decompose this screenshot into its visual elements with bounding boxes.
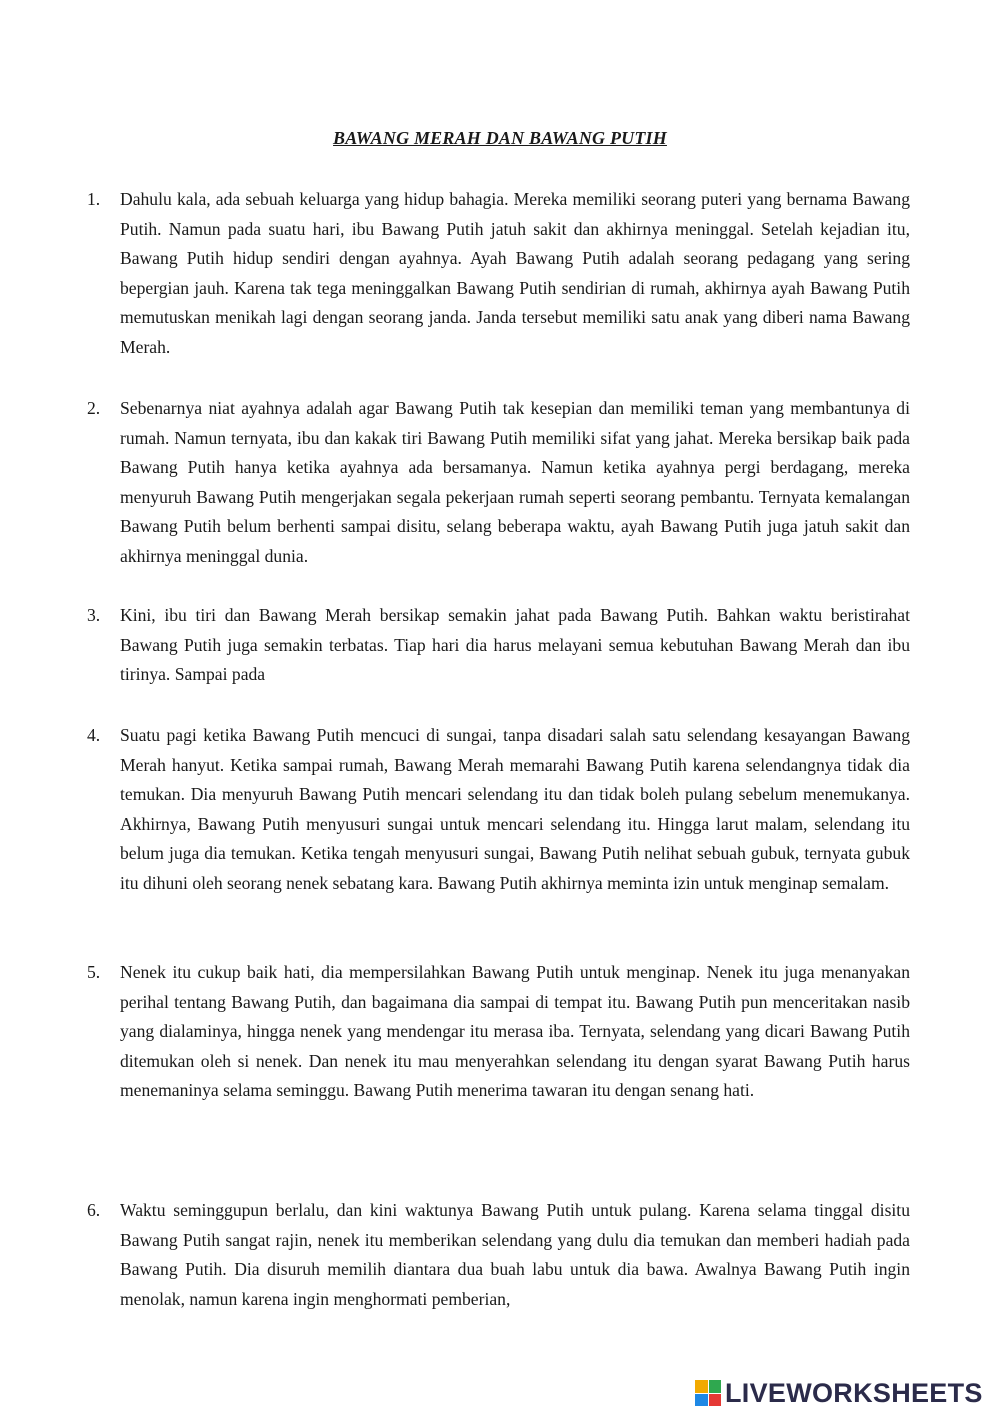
liveworksheets-logo-icon: [695, 1380, 721, 1406]
document-title: BAWANG MERAH DAN BAWANG PUTIH: [333, 128, 667, 148]
paragraph-text: Sebenarnya niat ayahnya adalah agar Bawang Putih tak kesepian dan memiliki teman yang membantunya di rumah. Namun ternyata, ibu dan kakak tiri Bawang Putih memiliki sifat yang jahat. Mereka bersikap baik pada Bawang Putih hanya ketika ayahnya ada bersamanya. Namun ketika ayahnya pergi berdagang, mereka menyuruh Bawang Putih mengerjakan segala pekerjaan rumah seperti seorang pembantu. Ternyata kemalangan Bawang Putih belum berhenti sampai disitu, selang beberapa waktu, ayah Bawang Putih juga jatuh sakit dan akhirnya meninggal dunia.: [120, 398, 910, 566]
paragraph-text: Suatu pagi ketika Bawang Putih mencuci di sungai, tanpa disadari salah satu selendang kesayangan Bawang Merah hanyut. Ketika sampai rumah, Bawang Merah memarahi Bawang Putih karena selendangnya tidak dia temukan. Dia menyuruh Bawang Putih mencari selendang itu dan tidak boleh pulang sebelum menemukanya. Akhirnya, Bawang Putih menyusuri sungai untuk mencari selendang itu. Hingga larut malam, selendang itu belum juga dia temukan. Ketika tengah menyusuri sungai, Bawang Putih nelihat sebuah gubuk, ternyata gubuk itu dihuni oleh seorang nenek sebatang kara. Bawang Putih akhirnya meminta izin untuk menginap semalam.: [120, 725, 910, 893]
paragraph-text: Nenek itu cukup baik hati, dia mempersilahkan Bawang Putih untuk menginap. Nenek itu juga menanyakan perihal tentang Bawang Putih, dan bagaimana dia sampai di tempat itu. Bawang Putih pun menceritakan nasib yang dialaminya, hingga nenek yang mendengar itu merasa iba. Ternyata, selendang yang dicari Bawang Putih ditemukan oleh si nenek. Dan nenek itu mau menyerahkan selendang itu dengan syarat Bawang Putih harus menemaninya selama seminggu. Bawang Putih menerima tawaran itu dengan senang hati.: [120, 962, 910, 1101]
paragraph-4: [87, 721, 910, 899]
paragraph-text: Waktu seminggupun berlalu, dan kini waktunya Bawang Putih untuk pulang. Karena selama tinggal disitu Bawang Putih sangat rajin, nenek itu memberikan selendang yang dulu dia temukan dan memberi hadiah pada Bawang Putih. Dia disuruh memilih diantara dua buah labu untuk dia bawa. Awalnya Bawang Putih ingin menolak, namun karena ingin menghormati pemberian,: [120, 1200, 910, 1309]
paragraph-5: [87, 958, 910, 1106]
brand-name: LIVEWORKSHEETS: [725, 1377, 983, 1408]
paragraph-number: 2.: [87, 398, 101, 418]
liveworksheets-footer: [695, 1377, 983, 1409]
paragraph-1: [87, 185, 910, 363]
paragraph-2: [87, 394, 910, 572]
paragraph-text: Kini, ibu tiri dan Bawang Merah bersikap semakin jahat pada Bawang Putih. Bahkan waktu beristirahat Bawang Putih juga semakin terbatas. Tiap hari dia harus melayani semua kebutuhan Bawang Merah dan ibu tirinya. Sampai pada: [120, 605, 910, 685]
paragraph-number: 5.: [87, 962, 101, 982]
paragraph-3: [87, 601, 910, 690]
paragraph-number: 4.: [87, 725, 101, 745]
paragraph-6: [87, 1196, 910, 1314]
paragraph-number: 6.: [87, 1200, 101, 1220]
paragraph-number: 3.: [87, 605, 101, 625]
paragraph-text: Dahulu kala, ada sebuah keluarga yang hidup bahagia. Mereka memiliki seorang puteri yang bernama Bawang Putih. Namun pada suatu hari, ibu Bawang Putih jatuh sakit dan akhirnya meninggal. Setelah kejadian itu, Bawang Putih hidup sendiri dengan ayahnya. Ayah Bawang Putih adalah seorang pedagang yang sering bepergian jauh. Karena tak tega meninggalkan Bawang Putih sendirian di rumah, akhirnya ayah Bawang Putih memutuskan menikah lagi dengan seorang janda. Janda tersebut memiliki satu anak yang diberi nama Bawang Merah.: [120, 189, 910, 357]
paragraph-number: 1.: [87, 189, 101, 209]
